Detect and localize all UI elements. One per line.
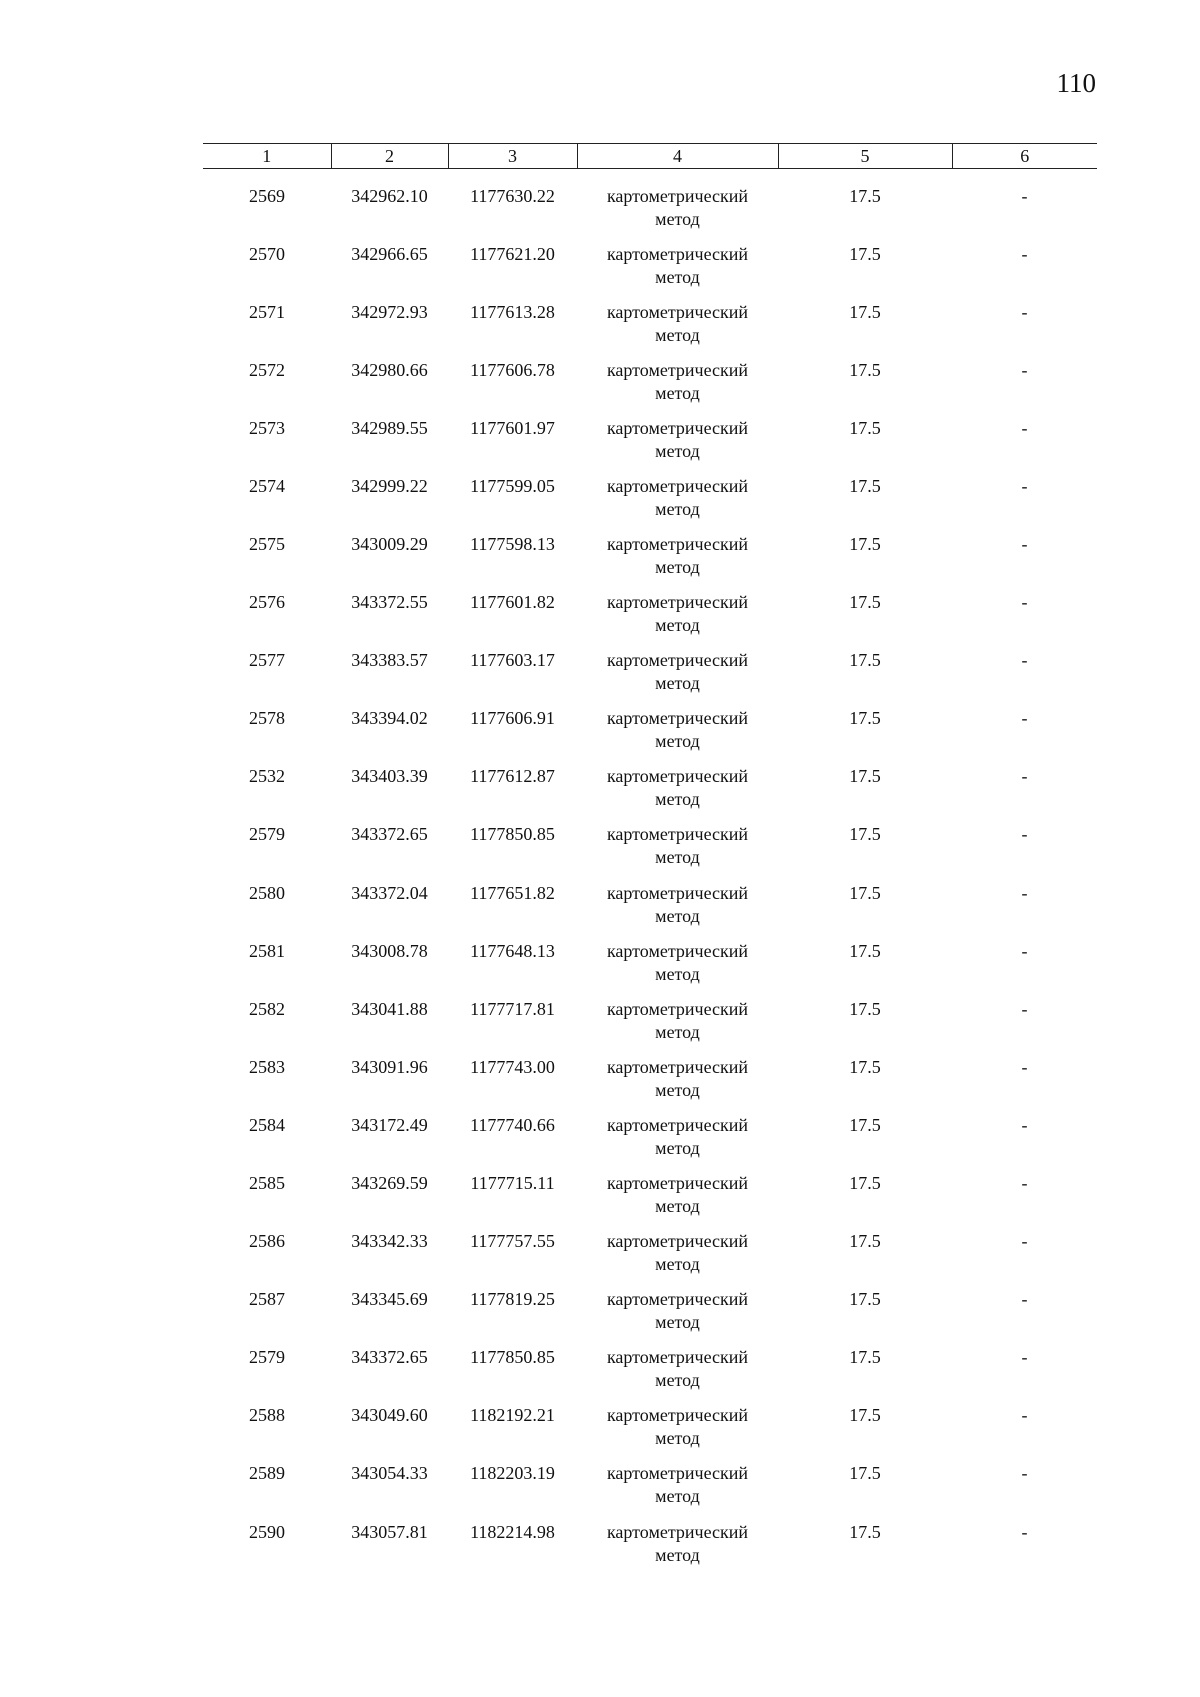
- point-number-cell: 2590: [249, 1521, 285, 1542]
- description-cell: -: [1021, 359, 1028, 380]
- y-coordinate-cell: 1177850.85: [470, 1347, 555, 1368]
- method-line-1: картометрический: [606, 824, 749, 845]
- method-line-1: картометрический: [606, 1231, 749, 1252]
- table-row: [203, 359, 1097, 417]
- x-coordinate-cell: 343345.69: [351, 1289, 428, 1310]
- method-line-1: картометрический: [606, 998, 749, 1019]
- method-cell: [577, 1521, 778, 1579]
- method-line-2: метод: [655, 209, 700, 229]
- method-line-2: метод: [655, 382, 700, 403]
- x-coordinate-cell: 343403.39: [351, 766, 428, 787]
- point-number-cell: 2573: [249, 417, 285, 438]
- description-cell: -: [1021, 1289, 1028, 1310]
- method-cell: [577, 1462, 778, 1520]
- description-cell: -: [1021, 475, 1028, 496]
- method-line-2: метод: [655, 1196, 700, 1216]
- description-cell: -: [1021, 1173, 1028, 1193]
- point-number-cell: 2583: [249, 1056, 285, 1077]
- point-number-cell: 2584: [249, 1114, 285, 1135]
- description-cell: -: [1021, 1347, 1028, 1368]
- method-line-2: метод: [655, 1428, 700, 1449]
- table-row: [203, 1462, 1097, 1520]
- method-line-1: картометрический: [606, 1114, 749, 1135]
- accuracy-cell: 17.5: [849, 1231, 881, 1252]
- point-number-cell: 2574: [249, 475, 285, 496]
- accuracy-cell: 17.5: [849, 186, 881, 206]
- table-row: [203, 591, 1097, 649]
- x-coordinate-cell: 343372.55: [351, 592, 428, 613]
- point-number-cell: 2575: [249, 533, 285, 554]
- method-cell: [577, 998, 778, 1056]
- table-row: [203, 417, 1097, 475]
- point-number-cell: 2579: [249, 1347, 285, 1368]
- y-coordinate-cell: 1177819.25: [470, 1289, 555, 1310]
- method-line-1: картометрический: [606, 766, 749, 787]
- accuracy-cell: 17.5: [849, 533, 881, 554]
- description-cell: -: [1021, 940, 1028, 961]
- table-row: [203, 765, 1097, 823]
- method-cell: [577, 475, 778, 533]
- method-line-1: картометрический: [606, 1521, 749, 1542]
- method-line-2: метод: [655, 1079, 700, 1100]
- point-number-cell: 2582: [249, 998, 285, 1019]
- x-coordinate-cell: 343269.59: [351, 1173, 428, 1193]
- y-coordinate-cell: 1177603.17: [470, 650, 555, 671]
- method-line-2: метод: [655, 963, 700, 984]
- table-row: [203, 707, 1097, 765]
- y-coordinate-cell: 1177621.20: [470, 243, 555, 264]
- x-coordinate-cell: 342966.65: [351, 243, 428, 264]
- x-coordinate-cell: 342989.55: [351, 417, 428, 438]
- point-number-cell: 2587: [249, 1289, 285, 1310]
- accuracy-cell: 17.5: [849, 417, 881, 438]
- point-number-cell: 2580: [249, 882, 285, 903]
- x-coordinate-cell: 343049.60: [351, 1405, 428, 1426]
- method-cell: [577, 359, 778, 417]
- table-row: [203, 940, 1097, 998]
- accuracy-cell: 17.5: [849, 708, 881, 729]
- method-line-2: метод: [655, 1312, 700, 1333]
- table-body: [203, 169, 1097, 1579]
- y-coordinate-cell: 1177651.82: [470, 882, 555, 903]
- description-cell: -: [1021, 417, 1028, 438]
- y-coordinate-cell: 1177757.55: [470, 1231, 555, 1252]
- method-line-1: картометрический: [606, 186, 749, 206]
- table-header: [203, 144, 1097, 169]
- description-cell: -: [1021, 533, 1028, 554]
- y-coordinate-cell: 1177717.81: [470, 998, 555, 1019]
- method-cell: [577, 1404, 778, 1462]
- point-number-cell: 2578: [249, 708, 285, 729]
- accuracy-cell: 17.5: [849, 1521, 881, 1542]
- method-line-1: картометрический: [606, 650, 749, 671]
- accuracy-cell: 17.5: [849, 824, 881, 845]
- y-coordinate-cell: 1177599.05: [470, 475, 555, 496]
- method-line-1: картометрический: [606, 533, 749, 554]
- accuracy-cell: 17.5: [849, 1463, 881, 1484]
- x-coordinate-cell: 343172.49: [351, 1114, 428, 1135]
- method-cell: [577, 1346, 778, 1404]
- x-coordinate-cell: 342980.66: [351, 359, 428, 380]
- x-coordinate-cell: 343372.65: [351, 824, 428, 845]
- method-cell: [577, 1230, 778, 1288]
- table-row: [203, 649, 1097, 707]
- header-row: [203, 144, 1097, 169]
- y-coordinate-cell: 1177606.91: [470, 708, 555, 729]
- point-number-cell: 2572: [249, 359, 285, 380]
- accuracy-cell: 17.5: [849, 1347, 881, 1368]
- method-line-2: метод: [655, 324, 700, 345]
- method-line-2: метод: [655, 731, 700, 752]
- description-cell: -: [1021, 824, 1028, 845]
- description-cell: -: [1021, 708, 1028, 729]
- table-row: [203, 475, 1097, 533]
- method-line-2: метод: [655, 1370, 700, 1391]
- point-number-cell: 2569: [249, 186, 285, 206]
- accuracy-cell: 17.5: [849, 650, 881, 671]
- description-cell: -: [1021, 766, 1028, 787]
- table-row: [203, 1346, 1097, 1404]
- method-cell: [577, 940, 778, 998]
- table-row: [203, 243, 1097, 301]
- table-row: [203, 1404, 1097, 1462]
- y-coordinate-cell: 1177598.13: [470, 533, 555, 554]
- method-cell: [577, 1172, 778, 1230]
- description-cell: -: [1021, 882, 1028, 903]
- coordinates-table: [203, 143, 1097, 1579]
- point-number-cell: 2570: [249, 243, 285, 264]
- point-number-cell: 2588: [249, 1405, 285, 1426]
- description-cell: -: [1021, 186, 1028, 206]
- x-coordinate-cell: 343057.81: [351, 1521, 428, 1542]
- method-line-2: метод: [655, 615, 700, 636]
- table-row: [203, 169, 1097, 243]
- method-line-2: метод: [655, 556, 700, 577]
- y-coordinate-cell: 1177715.11: [470, 1173, 555, 1193]
- method-line-2: метод: [655, 1486, 700, 1507]
- method-line-1: картометрический: [606, 940, 749, 961]
- method-line-1: картометрический: [606, 592, 749, 613]
- method-line-1: картометрический: [606, 1347, 749, 1368]
- accuracy-cell: 17.5: [849, 940, 881, 961]
- method-line-2: метод: [655, 1254, 700, 1275]
- x-coordinate-cell: 343091.96: [351, 1056, 428, 1077]
- column-header-3: 3: [448, 144, 577, 169]
- accuracy-cell: 17.5: [849, 592, 881, 613]
- point-number-cell: 2532: [249, 766, 285, 787]
- description-cell: -: [1021, 1463, 1028, 1484]
- x-coordinate-cell: 342972.93: [351, 301, 428, 322]
- y-coordinate-cell: 1182192.21: [470, 1405, 555, 1426]
- table-row: [203, 1288, 1097, 1346]
- method-line-1: картометрический: [606, 1289, 749, 1310]
- point-number-cell: 2576: [249, 592, 285, 613]
- column-header-2: 2: [331, 144, 448, 169]
- x-coordinate-cell: 342999.22: [351, 475, 428, 496]
- table-row: [203, 1114, 1097, 1172]
- method-cell: [577, 591, 778, 649]
- method-cell: [577, 823, 778, 881]
- description-cell: -: [1021, 650, 1028, 671]
- method-line-2: метод: [655, 1021, 700, 1042]
- y-coordinate-cell: 1182214.98: [470, 1521, 555, 1542]
- method-cell: [577, 533, 778, 591]
- table-row: [203, 533, 1097, 591]
- point-number-cell: 2571: [249, 301, 285, 322]
- x-coordinate-cell: 342962.10: [351, 186, 428, 206]
- method-line-2: метод: [655, 498, 700, 519]
- y-coordinate-cell: 1177612.87: [470, 766, 555, 787]
- y-coordinate-cell: 1177740.66: [470, 1114, 555, 1135]
- method-line-1: картометрический: [606, 475, 749, 496]
- method-line-2: метод: [655, 673, 700, 694]
- method-line-2: метод: [655, 266, 700, 287]
- description-cell: -: [1021, 1114, 1028, 1135]
- accuracy-cell: 17.5: [849, 1173, 881, 1193]
- point-number-cell: 2586: [249, 1231, 285, 1252]
- description-cell: -: [1021, 1056, 1028, 1077]
- method-line-1: картометрический: [606, 243, 749, 264]
- table-row: [203, 882, 1097, 940]
- column-header-6: 6: [952, 144, 1097, 169]
- method-cell: [577, 649, 778, 707]
- x-coordinate-cell: 343008.78: [351, 940, 428, 961]
- x-coordinate-cell: 343342.33: [351, 1231, 428, 1252]
- x-coordinate-cell: 343372.04: [351, 882, 428, 903]
- point-number-cell: 2589: [249, 1463, 285, 1484]
- method-line-1: картометрический: [606, 301, 749, 322]
- accuracy-cell: 17.5: [849, 1289, 881, 1310]
- table-row: [203, 1230, 1097, 1288]
- x-coordinate-cell: 343383.57: [351, 650, 428, 671]
- x-coordinate-cell: 343009.29: [351, 533, 428, 554]
- column-header-4: 4: [577, 144, 778, 169]
- accuracy-cell: 17.5: [849, 1056, 881, 1077]
- x-coordinate-cell: 343054.33: [351, 1463, 428, 1484]
- description-cell: -: [1021, 243, 1028, 264]
- accuracy-cell: 17.5: [849, 1114, 881, 1135]
- description-cell: -: [1021, 301, 1028, 322]
- x-coordinate-cell: 343041.88: [351, 998, 428, 1019]
- method-line-1: картометрический: [606, 882, 749, 903]
- accuracy-cell: 17.5: [849, 243, 881, 264]
- x-coordinate-cell: 343394.02: [351, 708, 428, 729]
- method-cell: [577, 417, 778, 475]
- point-number-cell: 2585: [249, 1173, 285, 1193]
- y-coordinate-cell: 1177606.78: [470, 359, 555, 380]
- accuracy-cell: 17.5: [849, 766, 881, 787]
- accuracy-cell: 17.5: [849, 882, 881, 903]
- method-cell: [577, 301, 778, 359]
- method-line-2: метод: [655, 1137, 700, 1158]
- method-line-2: метод: [655, 905, 700, 926]
- table-row: [203, 1172, 1097, 1230]
- description-cell: -: [1021, 1405, 1028, 1426]
- method-line-1: картометрический: [606, 359, 749, 380]
- page-number: 110: [1056, 68, 1096, 98]
- method-cell: [577, 1288, 778, 1346]
- accuracy-cell: 17.5: [849, 475, 881, 496]
- method-cell: [577, 765, 778, 823]
- point-number-cell: 2581: [249, 940, 285, 961]
- accuracy-cell: 17.5: [849, 1405, 881, 1426]
- y-coordinate-cell: 1177613.28: [470, 301, 555, 322]
- method-line-1: картометрический: [606, 1405, 749, 1426]
- table-row: [203, 998, 1097, 1056]
- column-header-5: 5: [778, 144, 952, 169]
- table-row: [203, 823, 1097, 881]
- y-coordinate-cell: 1177648.13: [470, 940, 555, 961]
- method-line-1: картометрический: [606, 1173, 749, 1193]
- method-line-2: метод: [655, 1544, 700, 1565]
- method-cell: [577, 243, 778, 301]
- point-number-cell: 2577: [249, 650, 285, 671]
- method-line-2: метод: [655, 847, 700, 868]
- method-line-1: картометрический: [606, 1056, 749, 1077]
- method-line-1: картометрический: [606, 1463, 749, 1484]
- y-coordinate-cell: 1177850.85: [470, 824, 555, 845]
- table-row: [203, 1056, 1097, 1114]
- y-coordinate-cell: 1177601.97: [470, 417, 555, 438]
- description-cell: -: [1021, 998, 1028, 1019]
- accuracy-cell: 17.5: [849, 359, 881, 380]
- table-row: [203, 301, 1097, 359]
- description-cell: -: [1021, 1231, 1028, 1252]
- point-number-cell: 2579: [249, 824, 285, 845]
- method-cell: [577, 1056, 778, 1114]
- method-line-2: метод: [655, 789, 700, 810]
- method-cell: [577, 882, 778, 940]
- y-coordinate-cell: 1177743.00: [470, 1056, 555, 1077]
- column-header-1: 1: [203, 144, 331, 169]
- accuracy-cell: 17.5: [849, 998, 881, 1019]
- description-cell: -: [1021, 1521, 1028, 1542]
- method-line-1: картометрический: [606, 708, 749, 729]
- method-cell: [577, 707, 778, 765]
- y-coordinate-cell: 1182203.19: [470, 1463, 555, 1484]
- method-cell: [577, 169, 778, 243]
- y-coordinate-cell: 1177630.22: [470, 186, 555, 206]
- x-coordinate-cell: 343372.65: [351, 1347, 428, 1368]
- description-cell: -: [1021, 592, 1028, 613]
- method-line-1: картометрический: [606, 417, 749, 438]
- method-line-2: метод: [655, 440, 700, 461]
- method-cell: [577, 1114, 778, 1172]
- accuracy-cell: 17.5: [849, 301, 881, 322]
- y-coordinate-cell: 1177601.82: [470, 592, 555, 613]
- table-row: [203, 1521, 1097, 1579]
